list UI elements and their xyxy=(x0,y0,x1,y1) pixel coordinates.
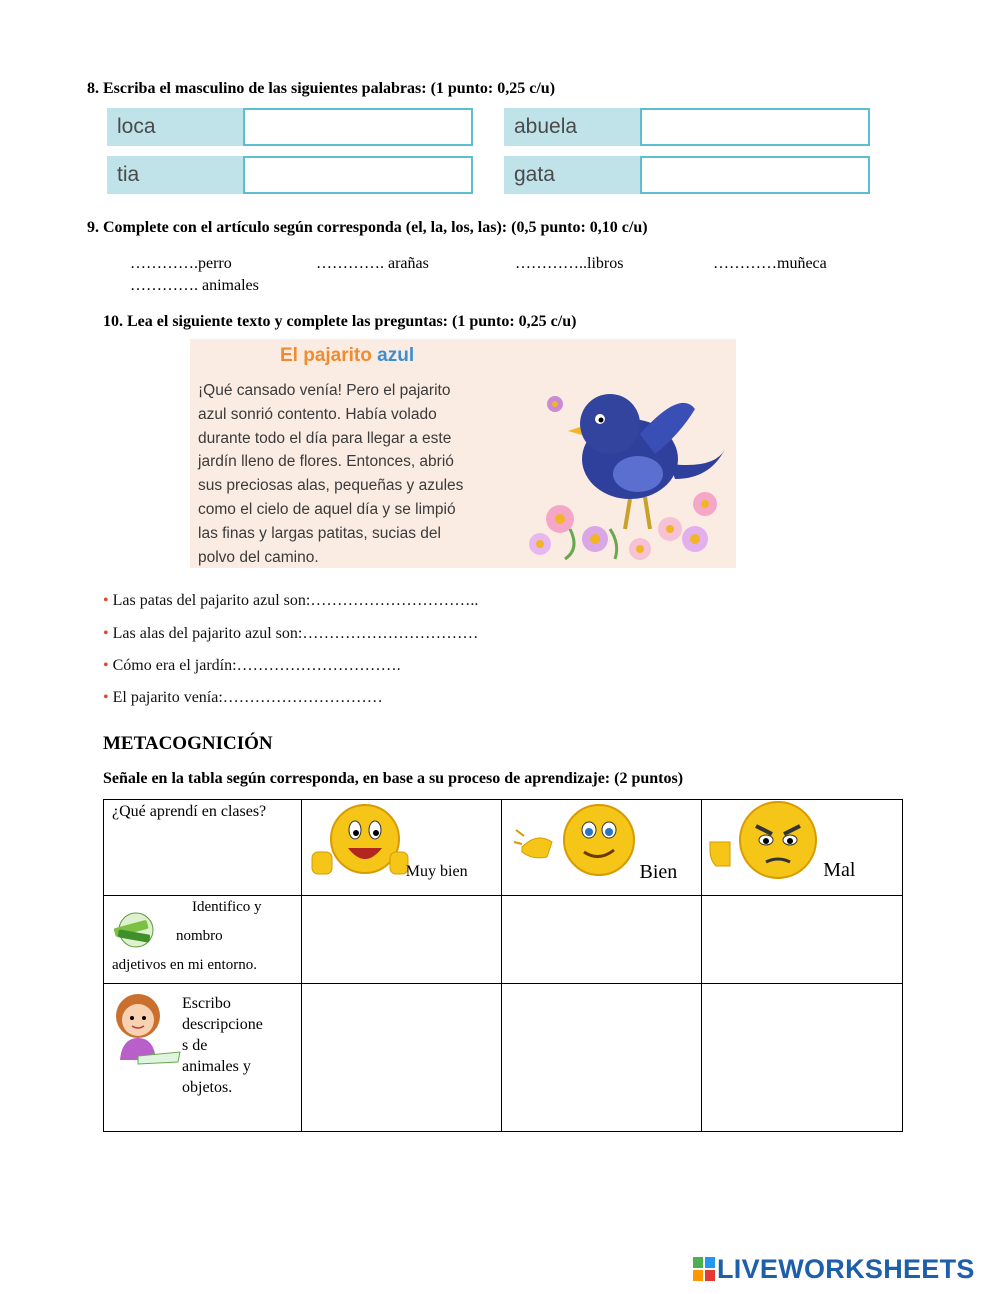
article-item-aranas[interactable]: …………. arañas xyxy=(316,255,429,272)
row-1-very-good-cell[interactable] xyxy=(301,896,501,984)
word-row-tia xyxy=(107,156,475,194)
answer-input-loca[interactable] xyxy=(243,108,473,146)
word-row-loca xyxy=(107,108,475,146)
header-question-cell: ¿Qué aprendí en clases? xyxy=(104,800,302,896)
question-10-title: 10. Lea el siguiente texto y complete las preguntas: (1 punto: 0,25 c/u) xyxy=(103,313,577,330)
question-item: • El pajarito venía:………………………… xyxy=(103,689,383,706)
word-label: loca xyxy=(107,108,243,146)
row-1-good-cell[interactable] xyxy=(501,896,702,984)
word-label: gata xyxy=(504,156,640,194)
story-title: El pajarito azul xyxy=(280,345,415,366)
liveworksheets-mark-icon xyxy=(693,1257,715,1281)
article-item-libros[interactable]: …………..libros xyxy=(515,255,624,272)
row-1-bad-cell[interactable] xyxy=(702,896,903,984)
question-9-title: 9. Complete con el artículo según corresponda (el, la, los, las): (0,5 punto: 0,10 c/u) xyxy=(87,219,648,236)
word-label: abuela xyxy=(504,108,640,146)
very-happy-face-icon xyxy=(310,802,410,882)
metacognition-instruction: Señale en la tabla según corresponda, en base a su proceso de aprendizaje: (2 puntos) xyxy=(103,770,684,787)
angry-face-icon xyxy=(708,800,828,882)
skill-row-1-label: Identifico y nombro adjetivos en mi entorno. xyxy=(104,896,302,984)
article-item-perro[interactable]: ………….perro xyxy=(130,255,232,272)
answer-input-tia[interactable] xyxy=(243,156,473,194)
skill-row-2-label: Escribo descripcione s de animales y objetos. xyxy=(104,984,302,1132)
girl-writing-icon xyxy=(108,990,182,1066)
row-2-bad-cell[interactable] xyxy=(702,984,903,1132)
question-8-title: 8. Escriba el masculino de las siguientes palabras: (1 punto: 0,25 c/u) xyxy=(87,80,556,97)
story-text: ¡Qué cansado venía! Pero el pajarito azul sonrió contento. Había volado durante todo el día para llegar a este jardín lleno de flores. Entonces, abrió sus preciosas alas, pequeñas y azules como el cielo de aquel día y se limpió las finas y largas patitas, sucias del polvo del camino. xyxy=(198,382,464,566)
metacognition-heading: METACOGNICIÓN xyxy=(103,733,273,754)
liveworksheets-logo: LIVEWORKSHEETS xyxy=(693,1254,975,1285)
row-2-very-good-cell[interactable] xyxy=(301,984,501,1132)
word-label: tia xyxy=(107,156,243,194)
smiling-face-icon xyxy=(512,802,637,882)
good-column-header: Bien xyxy=(501,800,702,896)
very-good-column-header: Muy bien xyxy=(301,800,501,896)
crayons-icon xyxy=(108,912,158,948)
question-item: • Cómo era el jardín:…………………………. xyxy=(103,657,401,674)
question-item: • Las patas del pajarito azul son:………………………….. xyxy=(103,592,479,609)
answer-input-abuela[interactable] xyxy=(640,108,870,146)
blue-bird-illustration xyxy=(520,379,730,564)
word-row-abuela xyxy=(504,108,872,146)
word-row-gata xyxy=(504,156,872,194)
row-2-good-cell[interactable] xyxy=(501,984,702,1132)
article-item-animales[interactable]: …………. animales xyxy=(130,277,259,294)
bad-column-header: Mal xyxy=(702,800,903,896)
answer-input-gata[interactable] xyxy=(640,156,870,194)
question-item: • Las alas del pajarito azul son:…………………………… xyxy=(103,625,479,642)
story-card xyxy=(190,339,736,568)
article-item-muneca[interactable]: …………muñeca xyxy=(713,255,827,272)
self-assessment-table xyxy=(103,799,903,1132)
